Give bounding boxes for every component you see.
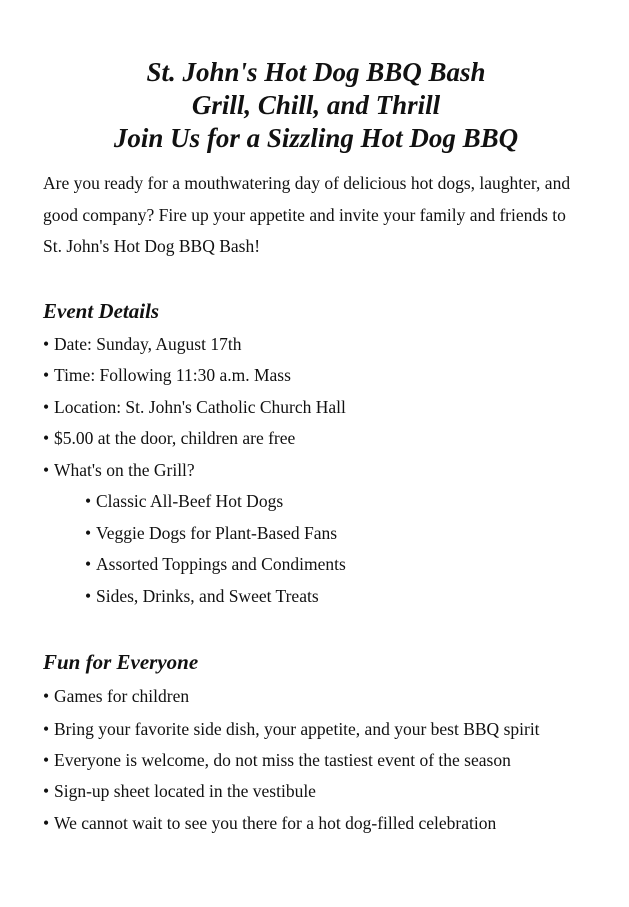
detail-time: • Time: Following 11:30 a.m. Mass bbox=[43, 360, 589, 392]
detail-price: • $5.00 at the door, children are free bbox=[43, 423, 589, 455]
intro-paragraph: Are you ready for a mouthwatering day of delicious hot dogs, laughter, and good company? Fire up your appetite and invite your family and friends to St. John's Hot Dog BBQ Bash! bbox=[43, 173, 571, 256]
fun-item: • Games for children bbox=[43, 681, 589, 713]
flyer-title bbox=[43, 56, 589, 155]
detail-date: • Date: Sunday, August 17th bbox=[43, 329, 589, 361]
event-details-heading: Event Details bbox=[43, 298, 160, 323]
title-line-2: Grill, Chill, and Thrill bbox=[191, 90, 441, 120]
title-line-3: Join Us for a Sizzling Hot Dog BBQ bbox=[113, 123, 519, 153]
grill-items-list bbox=[43, 486, 589, 612]
detail-location: • Location: St. John's Catholic Church Hall bbox=[43, 392, 589, 424]
grill-item: • Classic All-Beef Hot Dogs bbox=[85, 486, 589, 518]
fun-list bbox=[43, 681, 589, 839]
fun-item: • Sign-up sheet located in the vestibule bbox=[43, 776, 589, 808]
grill-item: • Assorted Toppings and Condiments bbox=[85, 549, 589, 581]
fun-heading: Fun for Everyone bbox=[43, 650, 199, 674]
fun-item: • We cannot wait to see you there for a hot dog-filled celebration bbox=[43, 808, 589, 840]
event-details-list bbox=[43, 329, 589, 487]
title-line-1: St. John's Hot Dog BBQ Bash bbox=[146, 57, 486, 87]
grill-item: • Sides, Drinks, and Sweet Treats bbox=[85, 581, 589, 613]
fun-item: • Bring your favorite side dish, your appetite, and your best BBQ spirit bbox=[43, 713, 589, 745]
fun-item: • Everyone is welcome, do not miss the tastiest event of the season bbox=[43, 745, 589, 777]
detail-grill: • What's on the Grill? bbox=[43, 455, 589, 487]
grill-item: • Veggie Dogs for Plant-Based Fans bbox=[85, 518, 589, 550]
